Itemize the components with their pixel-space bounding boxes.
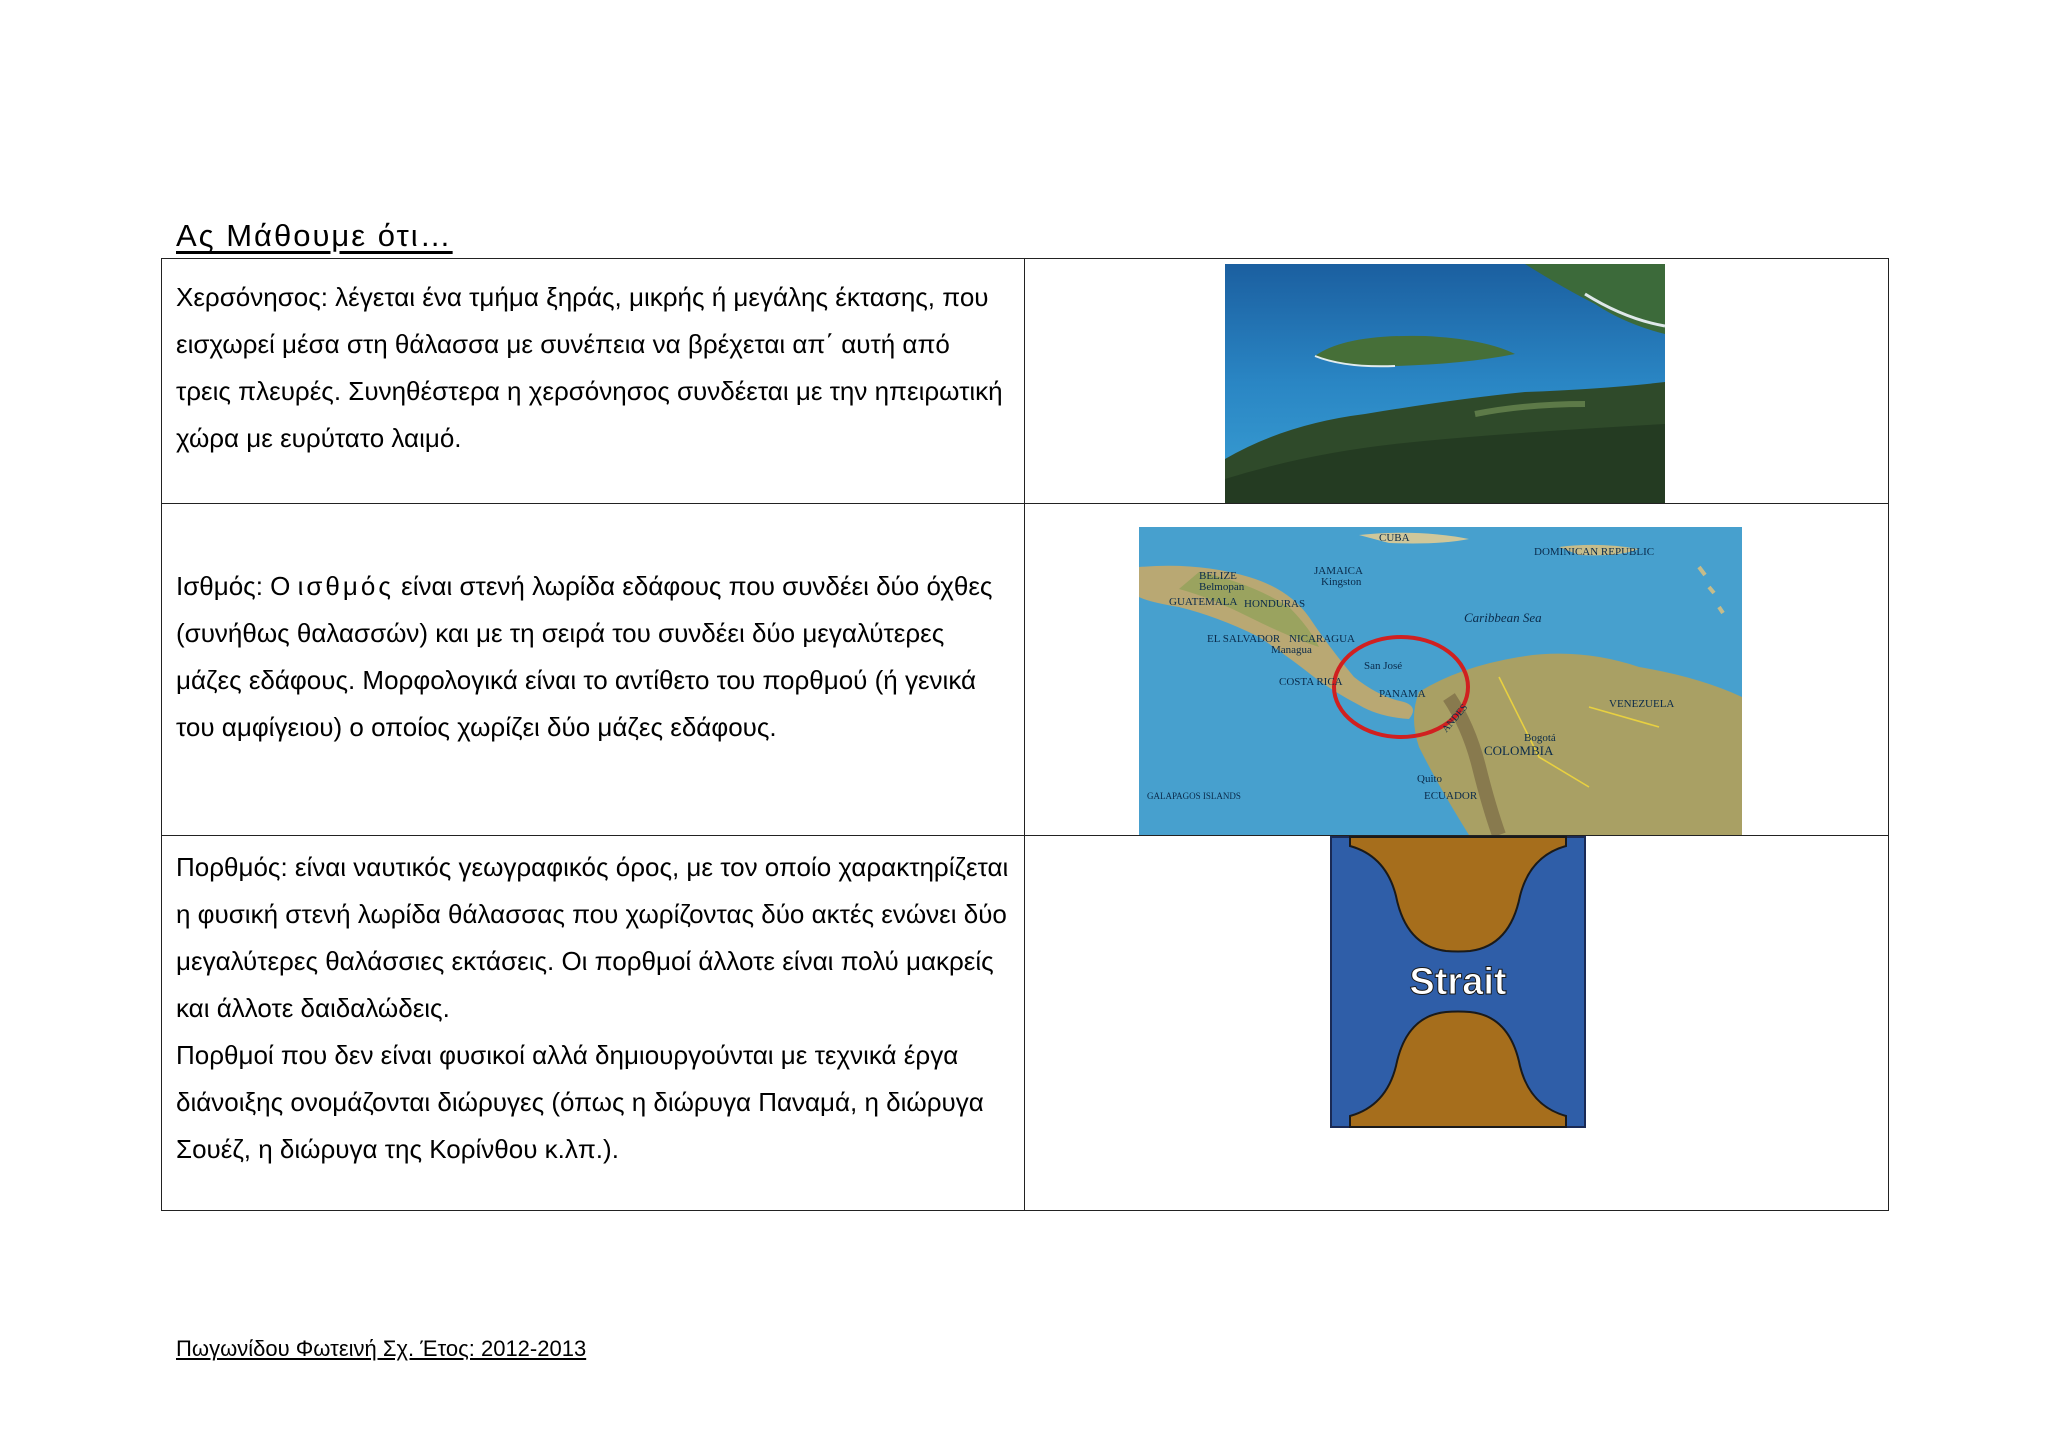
map-label-bogota: Bogotá bbox=[1524, 732, 1556, 744]
map-label-andes: ANDES bbox=[1440, 702, 1471, 735]
map-label-venezuela: VENEZUELA bbox=[1609, 698, 1675, 710]
strait-text-cell bbox=[162, 836, 1025, 1211]
peninsula-text-cell bbox=[162, 259, 1025, 504]
map-label-el-salvador: EL SALVADOR bbox=[1207, 633, 1281, 645]
map-label-managua: Managua bbox=[1271, 644, 1312, 656]
strait-definition-1: Πορθμός: είναι ναυτικός γεωγραφικός όρος, με τον οποίο χαρακτηρίζεται η φυσική στενή λωρίδα θάλασσας που χωρίζοντας δύο ακτές ενώνει δύο μεγαλύτερες θαλάσσιες εκτάσεις. Οι πορθμοί άλλοτε είναι πολύ μακρείς και άλλοτε δαιδαλώδεις. bbox=[176, 852, 1009, 1023]
map-label-costa-rica: COSTA RICA bbox=[1279, 676, 1343, 688]
isthmus-text-cell bbox=[162, 504, 1025, 836]
map-label-jamaica: JAMAICA bbox=[1314, 565, 1363, 577]
map-label-nicaragua: NICARAGUA bbox=[1289, 633, 1355, 645]
map-label-quito: Quito bbox=[1417, 773, 1443, 785]
page-heading: Ας Μάθουμε ότι… bbox=[176, 218, 453, 253]
map-label-caribbean: Caribbean Sea bbox=[1464, 610, 1542, 625]
map-label-panama: PANAMA bbox=[1379, 688, 1426, 700]
isthmus-image-cell bbox=[1025, 504, 1889, 836]
map-label-colombia: COLOMBIA bbox=[1484, 743, 1554, 758]
strait-diagram bbox=[1330, 836, 1586, 1128]
peninsula-photo bbox=[1225, 264, 1665, 503]
strait-label: Strait bbox=[1409, 961, 1507, 1003]
strait-image-cell bbox=[1025, 836, 1889, 1211]
map-label-guatemala: GUATEMALA bbox=[1169, 596, 1238, 608]
table-row-isthmus bbox=[162, 504, 1889, 836]
table-row-peninsula bbox=[162, 259, 1889, 504]
map-label-dominican: DOMINICAN REPUBLIC bbox=[1534, 546, 1655, 558]
map-label-belize: BELIZE bbox=[1199, 570, 1237, 582]
map-label-cuba: CUBA bbox=[1379, 532, 1410, 544]
isthmus-map bbox=[1139, 527, 1742, 835]
map-label-belmopan: Belmopan bbox=[1199, 581, 1245, 593]
map-label-san-jose: San José bbox=[1364, 660, 1403, 672]
strait-definition-2: Πορθμοί που δεν είναι φυσικοί αλλά δημιουργούνται με τεχνικά έργα διάνοιξης ονομάζονται διώρυγες (όπως η διώρυγα Παναμά, η διώρυγα Σουέζ, η διώρυγα της Κορίνθου κ.λπ.). bbox=[176, 1040, 984, 1164]
peninsula-image-cell bbox=[1025, 259, 1889, 504]
footer-author: Πωγωνίδου Φωτεινή Σχ. Έτος: 2012-2013 bbox=[176, 1336, 587, 1361]
map-label-galapagos: GALAPAGOS ISLANDS bbox=[1147, 791, 1241, 801]
map-label-ecuador: ECUADOR bbox=[1424, 790, 1478, 802]
peninsula-definition: Χερσόνησος: λέγεται ένα τμήμα ξηράς, μικρής ή μεγάλης έκτασης, που εισχωρεί μέσα στη θάλασσα με συνέπεια να βρέχεται απ΄ αυτή από τρεις πλευρές. Συνηθέστερα η χερσόνησος συνδέεται με την ηπειρωτική χώρα με ευρύτατο λαιμό. bbox=[176, 282, 1003, 453]
table-row-strait bbox=[162, 836, 1889, 1211]
map-label-kingston: Kingston bbox=[1321, 576, 1362, 588]
isthmus-definition: Ισθμός: Ο ισθμός είναι στενή λωρίδα εδάφους που συνδέει δύο όχθες (συνήθως θαλασσών) και με τη σειρά του συνδέει δύο μεγαλύτερες μάζες εδάφους. Μορφολογικά είναι το αντίθετο του πορθμού (ή γενικά του αμφίγειου) ο οποίος χωρίζει δύο μάζες εδάφους. bbox=[176, 571, 993, 742]
definitions-table bbox=[161, 258, 1889, 1211]
map-label-honduras: HONDURAS bbox=[1244, 598, 1306, 610]
